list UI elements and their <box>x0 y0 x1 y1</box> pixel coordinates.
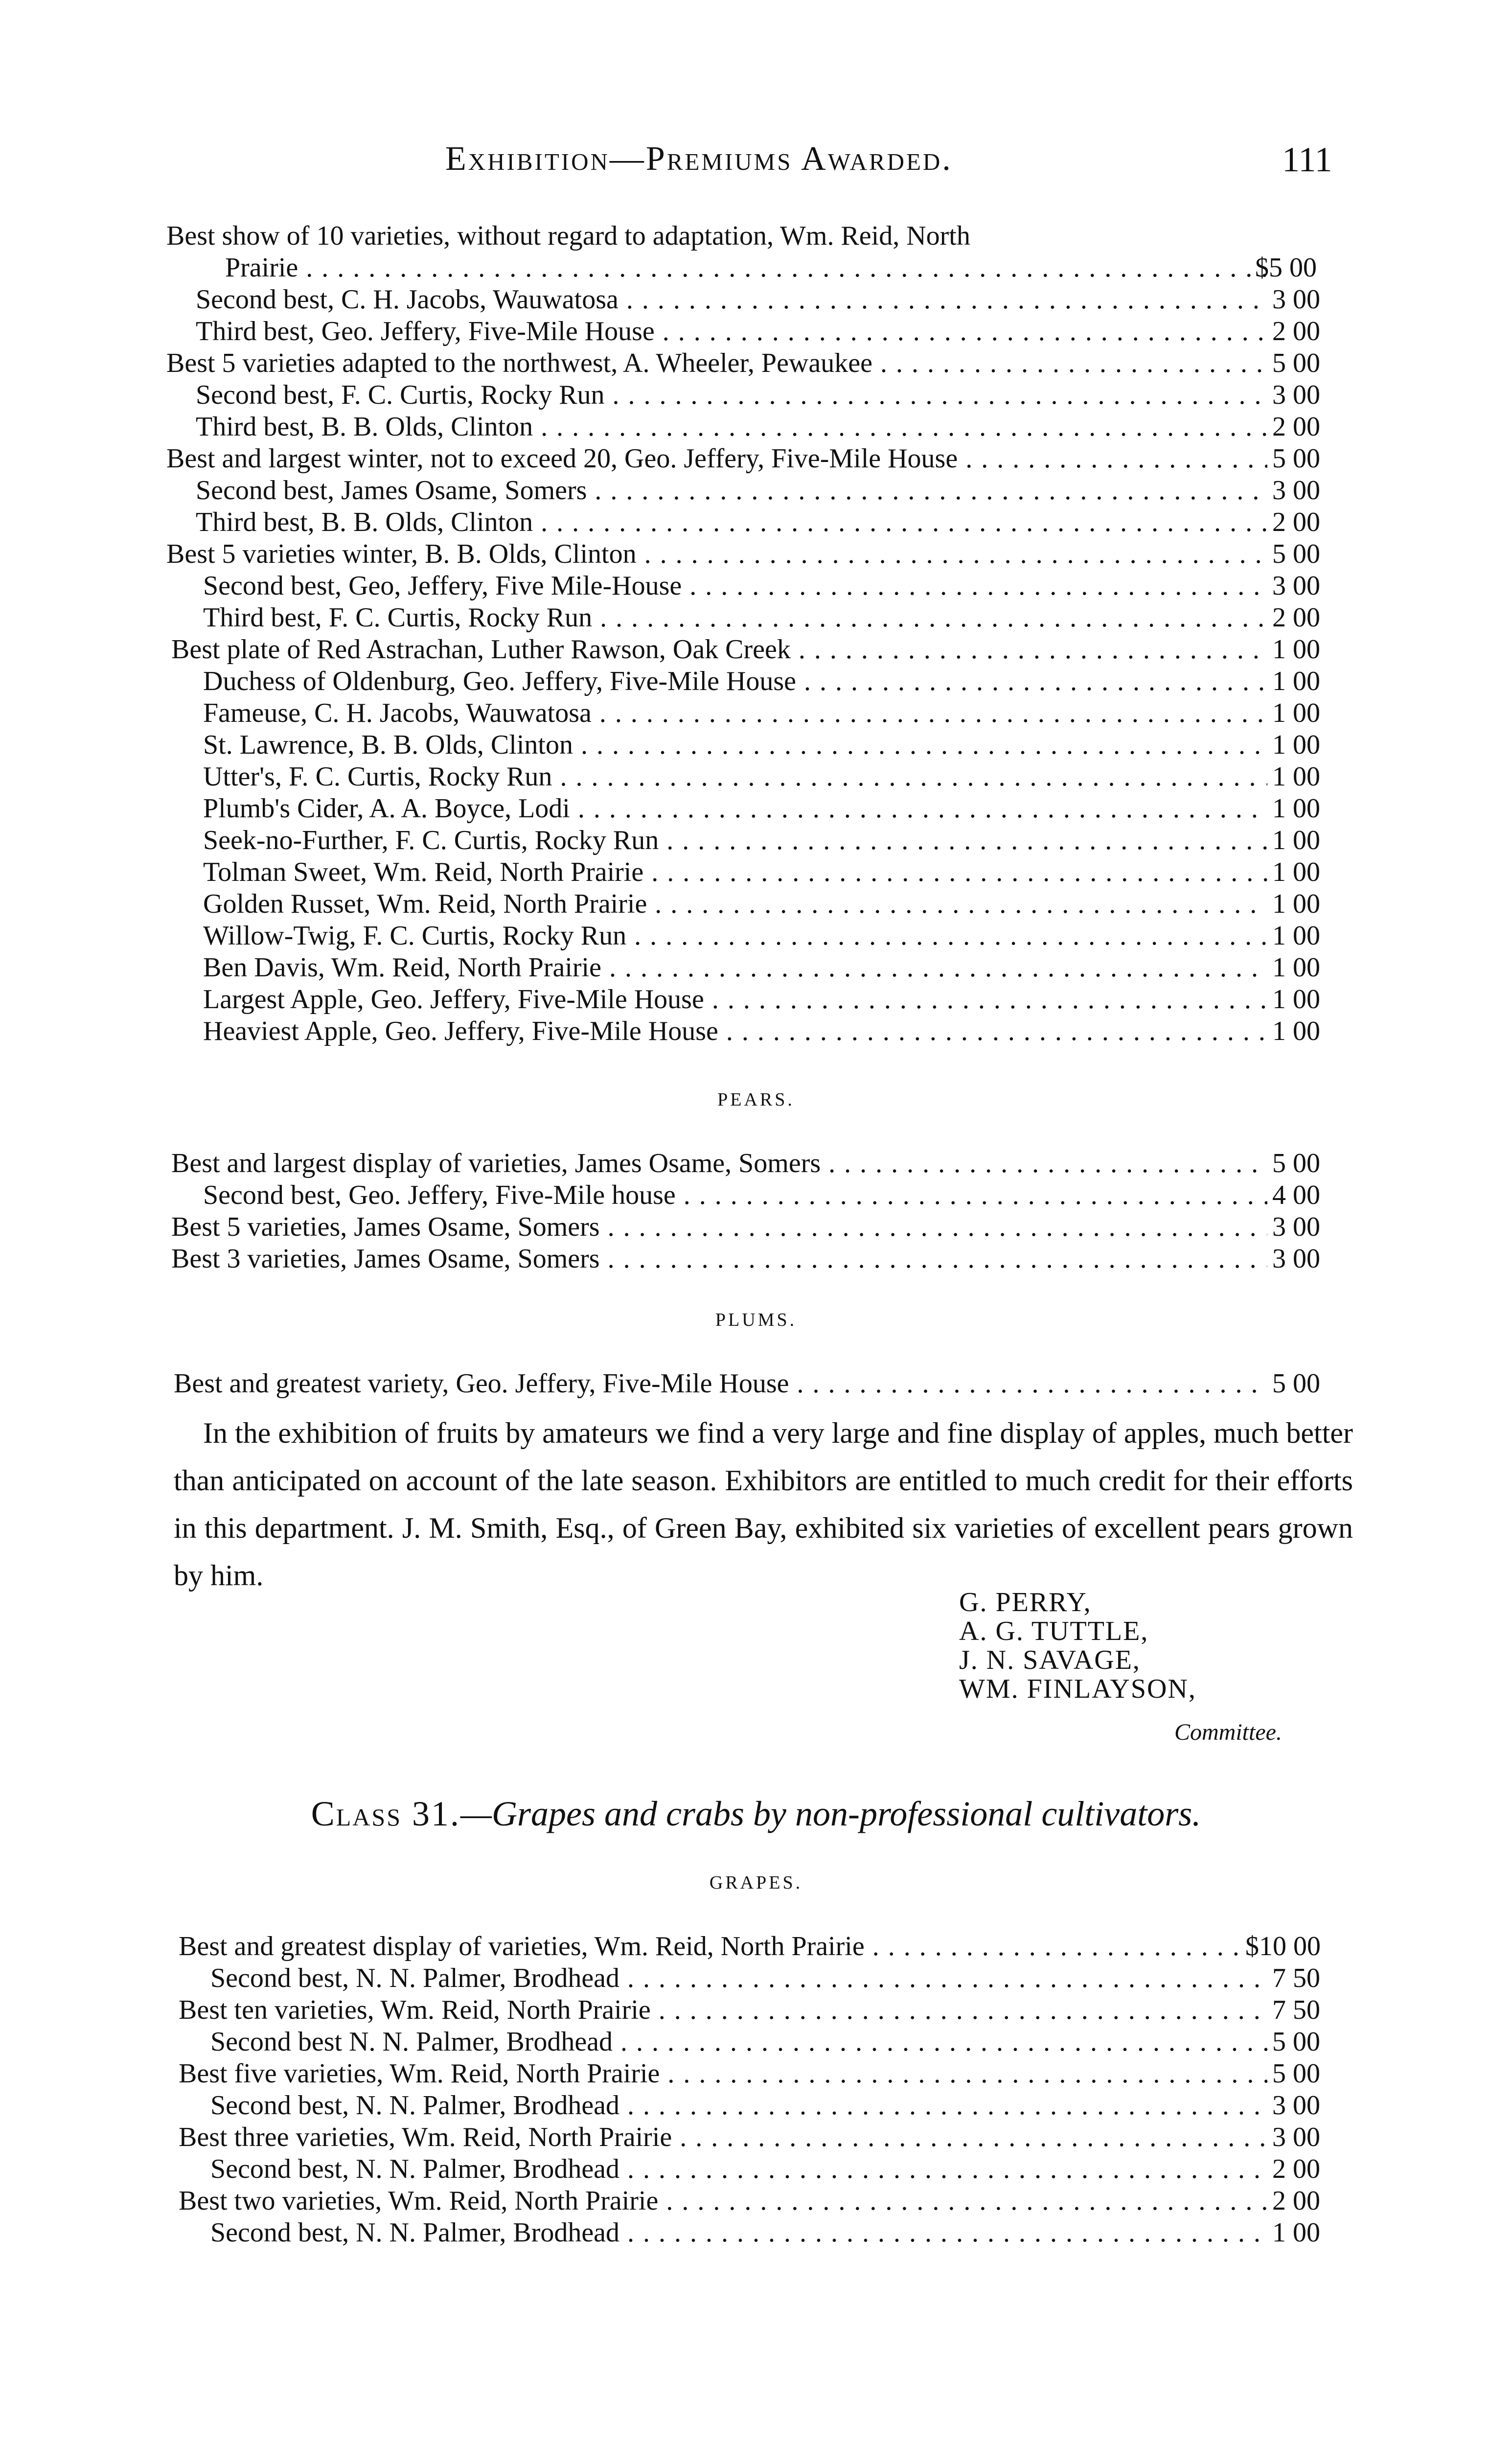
premium-amount: 1 00 <box>1272 889 1320 919</box>
premium-amount: 2 00 <box>1272 2154 1320 2184</box>
list-item: Duchess of Oldenburg, Geo. Jeffery, Five-Mile House . . . <box>203 666 1267 697</box>
premium-amount: 7 50 <box>1272 1963 1320 1993</box>
list-item: Tolman Sweet, Wm. Reid, North Prairie . . . <box>203 856 1267 888</box>
premium-amount: 2 00 <box>1272 2186 1320 2216</box>
premium-amount: 5 00 <box>1272 2058 1320 2089</box>
list-item: Second best, N. N. Palmer, Brodhead . . . <box>210 2217 1267 2248</box>
list-item: Third best, B. B. Olds, Clinton . . . <box>196 411 1267 442</box>
premium-amount: 5 00 <box>1272 443 1320 474</box>
list-item: Second best N. N. Palmer, Brodhead . . . <box>210 2026 1267 2057</box>
premium-amount: 1 00 <box>1272 857 1320 887</box>
premium-amount: 3 00 <box>1272 1244 1320 1274</box>
premium-amount: 5 00 <box>1272 2027 1320 2057</box>
premium-amount: 1 00 <box>1272 984 1320 1015</box>
committee-member: J. N. SAVAGE, <box>959 1645 1141 1675</box>
list-item: Seek-no-Further, F. C. Curtis, Rocky Run . . . <box>203 825 1267 856</box>
premium-amount: 1 00 <box>1272 666 1320 696</box>
list-item: Best ten varieties, Wm. Reid, North Prairie . . . <box>179 1994 1267 2026</box>
list-item: Best and largest display of varieties, James Osame, Somers . . . <box>171 1148 1267 1179</box>
list-item: Golden Russet, Wm. Reid, North Prairie . . . <box>203 888 1267 920</box>
list-item: Heaviest Apple, Geo. Jeffery, Five-Mile House . . . <box>203 1016 1267 1047</box>
running-title: Exhibition—Premiums Awarded. <box>445 140 953 178</box>
premium-amount: 3 00 <box>1272 2122 1320 2152</box>
grapes-heading: GRAPES. <box>709 1872 803 1893</box>
list-item: Second best, C. H. Jacobs, Wauwatosa . . . <box>196 284 1267 315</box>
premium-amount: 1 00 <box>1272 762 1320 792</box>
list-item: Best 5 varieties, James Osame, Somers . . . <box>171 1211 1267 1243</box>
premium-amount: 1 00 <box>1272 1016 1320 1046</box>
premium-amount: 3 00 <box>1272 2090 1320 2121</box>
list-item: Ben Davis, Wm. Reid, North Prairie . . . <box>203 952 1267 983</box>
premium-amount: 1 00 <box>1272 634 1320 665</box>
list-item: Best 5 varieties adapted to the northwest, A. Wheeler, Pewaukee . . . <box>166 347 1267 379</box>
premium-amount: $10 00 <box>1245 1931 1321 1962</box>
report-paragraph: In the exhibition of fruits by amateurs we find a very large and fine display of apples, much better than anticipated on account of the late season. Exhibitors are entitled to much credit for their efforts in this department. J. M. Smith, Esq., of Green Bay, exhibited six varieties of excellent pears grown by him. <box>174 1417 1353 1592</box>
premium-amount: 3 00 <box>1272 1212 1320 1242</box>
plums-heading: PLUMS. <box>715 1310 797 1330</box>
committee-member: G. PERRY, <box>959 1587 1092 1617</box>
list-item: Best show of 10 varieties, without regard to adaptation, Wm. Reid, North <box>166 221 970 251</box>
premium-amount: 3 00 <box>1272 475 1320 506</box>
list-item: Third best, B. B. Olds, Clinton . . . <box>196 507 1267 538</box>
list-item: Largest Apple, Geo. Jeffery, Five-Mile House . . . <box>203 984 1267 1015</box>
list-item: Best and greatest variety, Geo. Jeffery, Five-Mile House . . . <box>174 1368 1267 1399</box>
premium-amount: 3 00 <box>1272 380 1320 410</box>
premium-amount: 1 00 <box>1272 825 1320 855</box>
list-item: Fameuse, C. H. Jacobs, Wauwatosa . . . <box>203 697 1267 729</box>
premium-amount: 2 00 <box>1272 507 1320 537</box>
premium-amount: 1 00 <box>1272 952 1320 983</box>
premium-amount: 1 00 <box>1272 730 1320 760</box>
list-item: Third best, F. C. Curtis, Rocky Run . . . <box>203 602 1267 633</box>
list-item: Best five varieties, Wm. Reid, North Prairie . . . <box>179 2058 1267 2089</box>
list-item: Second best, N. N. Palmer, Brodhead . . . <box>210 1962 1267 1994</box>
list-item: St. Lawrence, B. B. Olds, Clinton . . . <box>203 729 1267 761</box>
committee-signatures <box>959 1588 1196 1704</box>
list-item: Best plate of Red Astrachan, Luther Rawson, Oak Creek . . . <box>171 634 1267 665</box>
premium-amount: 1 00 <box>1272 793 1320 824</box>
list-item: Best and greatest display of varieties, Wm. Reid, North Prairie . . . <box>179 1931 1243 1962</box>
premium-amount: 1 00 <box>1272 698 1320 728</box>
list-item: Willow-Twig, F. C. Curtis, Rocky Run . . . <box>203 920 1267 951</box>
list-item: Second best, James Osame, Somers . . . <box>196 475 1267 506</box>
list-item: Plumb's Cider, A. A. Boyce, Lodi . . . <box>203 793 1267 824</box>
list-item: Third best, Geo. Jeffery, Five-Mile House . . . <box>196 316 1267 347</box>
list-item: Best three varieties, Wm. Reid, North Prairie . . . <box>179 2122 1267 2153</box>
premium-amount: 2 00 <box>1272 412 1320 442</box>
list-item: Best 5 varieties winter, B. B. Olds, Clinton . . . <box>166 538 1267 570</box>
committee-label: Committee. <box>1174 1719 1282 1745</box>
list-item: Best and largest winter, not to exceed 20, Geo. Jeffery, Five-Mile House . . . <box>166 443 1267 474</box>
list-item: Second best, Geo. Jeffery, Five-Mile house . . . <box>203 1179 1267 1211</box>
premium-amount: 7 50 <box>1272 1995 1320 2025</box>
class-title: —Grapes and crabs by non-professional cultivators. <box>460 1794 1201 1833</box>
class-heading <box>0 1794 1512 1834</box>
list-item: Best two varieties, Wm. Reid, North Prairie . . . <box>179 2185 1267 2216</box>
premium-amount: 5 00 <box>1272 348 1320 378</box>
list-item: Prairie . . . <box>225 252 1267 283</box>
committee-member: WM. FINLAYSON, <box>959 1674 1196 1704</box>
pears-heading: PEARS. <box>717 1089 795 1110</box>
list-item: Second best, N. N. Palmer, Brodhead . . . <box>210 2153 1267 2185</box>
class-number: Class 31. <box>311 1794 461 1833</box>
page-number: 111 <box>1282 140 1332 179</box>
premium-amount: 4 00 <box>1272 1180 1320 1210</box>
premium-amount: 3 00 <box>1272 571 1320 601</box>
list-item: Second best, F. C. Curtis, Rocky Run . . . <box>196 379 1267 411</box>
premium-amount: 3 00 <box>1272 284 1320 315</box>
premium-amount: 5 00 <box>1272 539 1320 569</box>
premium-amount: 2 00 <box>1272 316 1320 346</box>
running-head <box>0 139 1512 179</box>
list-item: Best 3 varieties, James Osame, Somers . . . <box>171 1243 1267 1274</box>
premium-amount: 2 00 <box>1272 602 1320 633</box>
premium-amount: 1 00 <box>1272 2217 1320 2248</box>
committee-member: A. G. TUTTLE, <box>959 1616 1149 1646</box>
premium-amount: 1 00 <box>1272 921 1320 951</box>
premium-amount: 5 00 <box>1272 1148 1320 1178</box>
list-item: Second best, Geo, Jeffery, Five Mile-House . . . <box>203 570 1267 601</box>
list-item: Second best, N. N. Palmer, Brodhead . . . <box>210 2090 1267 2121</box>
premium-amount: 5 00 <box>1272 1368 1320 1399</box>
premium-amount: $5 00 <box>1255 253 1317 283</box>
list-item: Utter's, F. C. Curtis, Rocky Run . . . <box>203 761 1267 792</box>
